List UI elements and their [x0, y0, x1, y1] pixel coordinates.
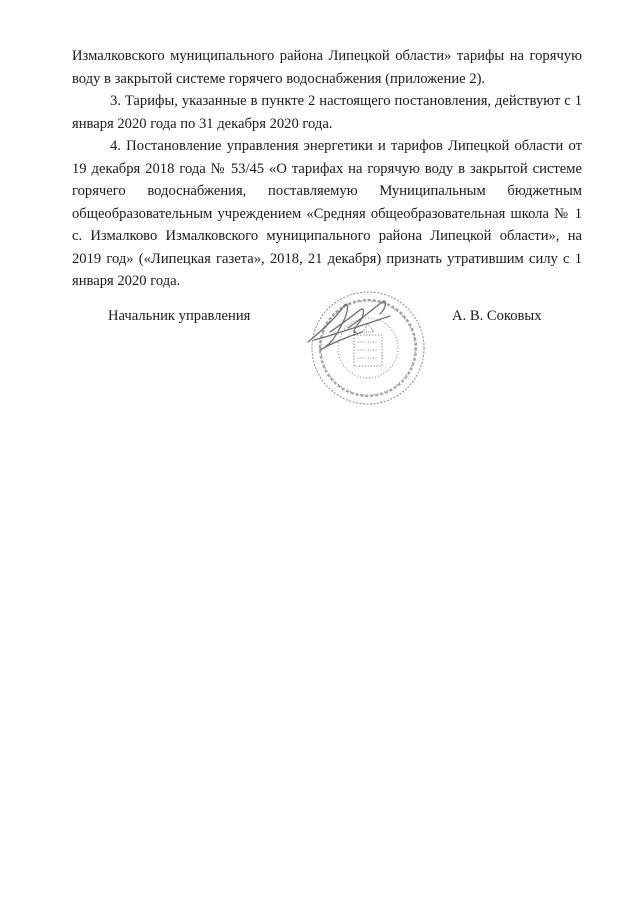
paragraph-continuation: Измалковского муниципального района Липецкой области» тарифы на горячую воду в закрытой системе горячего водоснабжения (приложение 2). [72, 48, 582, 87]
paragraph-item-4: 4. Постановление управления энергетики и тарифов Липецкой области от 19 декабря 2018 года № 53/45 «О тарифах на горячую воду в закрытой системе горячего водоснабжения, поставляемую Муниципальным бюджетным общеобразовательным учреждением «Средняя общеобразовательная школа № 1 с. Измалково Измалковского муниципального района Липецкой области», на 2019 год» («Липецкая газета», 2018, 21 декабря) признать утратившим силу с 1 января 2020 года. [72, 138, 582, 289]
official-seal-icon [290, 280, 440, 410]
signature-block [0, 280, 640, 420]
signatory-position: Начальник управления [108, 308, 251, 324]
signatory-name: А. В. Соковых [452, 308, 542, 324]
document-body [72, 45, 582, 293]
paragraph-item-3: 3. Тарифы, указанные в пункте 2 настоящего постановления, действуют с 1 января 2020 года по 31 декабря 2020 года. [72, 93, 582, 132]
